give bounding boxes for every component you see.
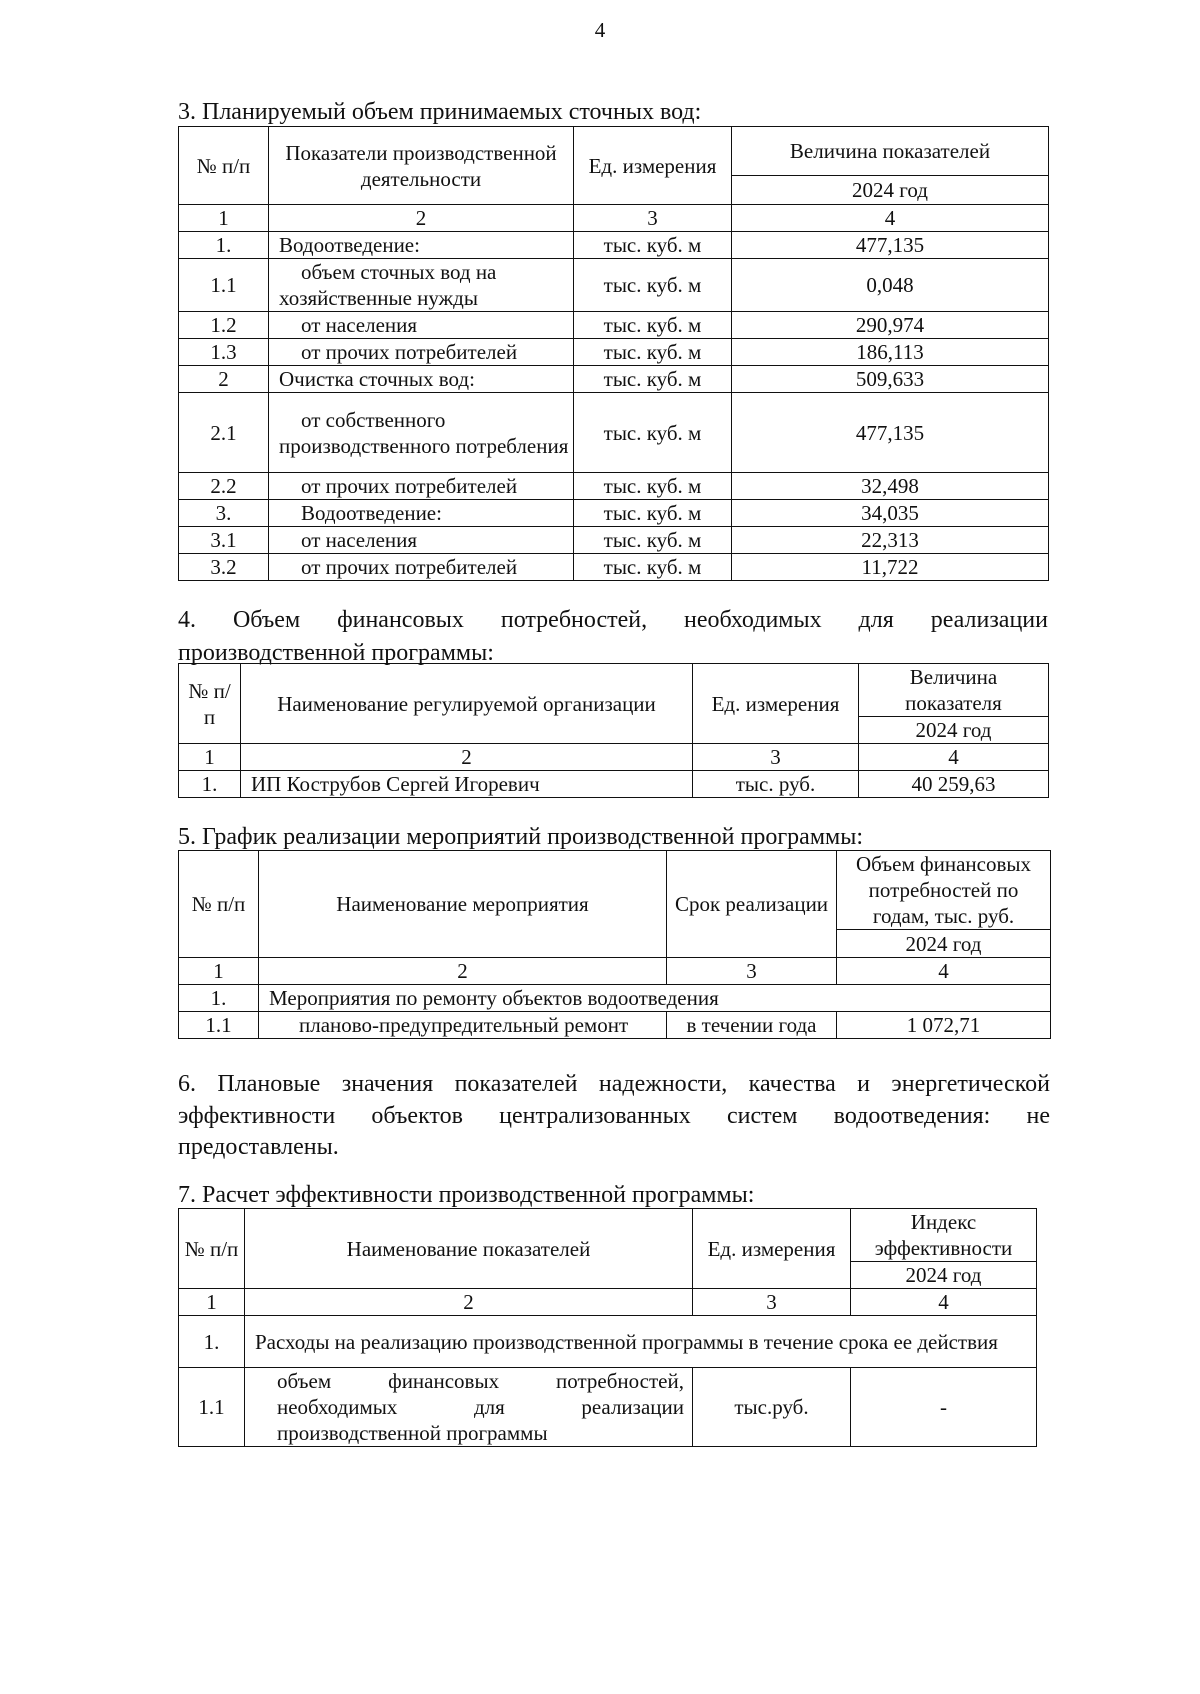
table-financial-needs [178,663,1049,798]
header-name: Наименование мероприятия [259,851,667,958]
row-num: 1.1 [179,1368,245,1447]
table-efficiency [178,1208,1037,1447]
header-unit: Ед. измерения [693,664,859,744]
row-name-line: производственной программы [277,1421,548,1445]
table-row [179,985,1051,1012]
row-term: в течении года [667,1012,837,1039]
row-num: 1.2 [179,312,269,339]
row-unit: тыс. куб. м [574,473,732,500]
header-year: 2024 год [851,1262,1037,1289]
header-org: Наименование регулируемой организации [241,664,693,744]
header-num: № п/п [179,851,259,958]
section-4-title-line-2: производственной программы: [178,640,494,666]
col-number: 2 [269,205,574,232]
group-name: Расходы на реализацию производственной программы в течение срока ее действия [245,1316,1037,1368]
row-value: 477,135 [732,393,1049,473]
row-name: от прочих потребителей [269,339,574,366]
row-name: от населения [269,312,574,339]
section-6-line-3: предоставлены. [178,1134,339,1160]
row-unit: тыс. куб. м [574,312,732,339]
col-number: 1 [179,205,269,232]
table-row [179,1316,1037,1368]
header-year: 2024 год [837,930,1051,958]
row-num: 2 [179,366,269,393]
row-unit: тыс.руб. [693,1368,851,1447]
table-row [179,312,1049,339]
row-value: - [851,1368,1037,1447]
row-value: 0,048 [732,259,1049,312]
section-7-title: 7. Расчет эффективности производственной программы: [178,1182,755,1208]
row-unit: тыс. куб. м [574,232,732,259]
row-value: 22,313 [732,527,1049,554]
section-6-line-2: эффективности объектов централизованных систем водоотведения: не [178,1103,1050,1129]
col-number: 4 [732,205,1049,232]
row-num: 3.2 [179,554,269,581]
row-value: 32,498 [732,473,1049,500]
row-name: от прочих потребителей [269,554,574,581]
header-year: 2024 год [732,176,1049,205]
row-num: 1.3 [179,339,269,366]
table-row [179,771,1049,798]
row-name: от населения [269,527,574,554]
header-num: № п/п [179,127,269,205]
col-number: 4 [851,1289,1037,1316]
row-value: 477,135 [732,232,1049,259]
header-term: Срок реализации [667,851,837,958]
row-name: от собственного производственного потребления [269,393,574,473]
header-value: Величина показателей [732,127,1049,176]
row-unit: тыс. куб. м [574,339,732,366]
section-5-title: 5. График реализации мероприятий производственной программы: [178,824,863,850]
header-value: Объем финансовых потребностей по годам, тыс. руб. [837,851,1051,930]
row-unit: тыс. куб. м [574,527,732,554]
row-value: 1 072,71 [837,1012,1051,1039]
table-row [179,1368,1037,1447]
table-row [179,259,1049,312]
row-num: 1.1 [179,259,269,312]
col-number: 1 [179,958,259,985]
row-value: 11,722 [732,554,1049,581]
row-value: 34,035 [732,500,1049,527]
row-num: 1. [179,232,269,259]
table-row [179,554,1049,581]
table-row [179,339,1049,366]
table-row [179,366,1049,393]
row-unit: тыс. куб. м [574,259,732,312]
header-num: № п/п [179,1209,245,1289]
table-row [179,527,1049,554]
row-num: 2.1 [179,393,269,473]
row-unit: тыс. куб. м [574,366,732,393]
row-name [245,1368,693,1447]
row-unit: тыс. руб. [693,771,859,798]
header-value: Индекс эффективности [851,1209,1037,1262]
row-unit: тыс. куб. м [574,554,732,581]
table-row [179,393,1049,473]
row-name: ИП Кострубов Сергей Игоревич [241,771,693,798]
row-name: Водоотведение: [269,232,574,259]
row-num: 3. [179,500,269,527]
header-num: № п/п [179,664,241,744]
col-number: 2 [245,1289,693,1316]
group-name: Мероприятия по ремонту объектов водоотведения [259,985,1051,1012]
row-name-line: необходимых для реализации [277,1395,684,1419]
row-value: 40 259,63 [859,771,1049,798]
header-value: Величина показателя [859,664,1049,717]
table-schedule [178,850,1051,1039]
col-number: 3 [667,958,837,985]
row-value: 290,974 [732,312,1049,339]
header-year: 2024 год [859,717,1049,744]
row-name: Водоотведение: [269,500,574,527]
table-row [179,1012,1051,1039]
row-value: 509,633 [732,366,1049,393]
row-unit: тыс. куб. м [574,393,732,473]
table-row [179,500,1049,527]
col-number: 1 [179,1289,245,1316]
row-num: 2.2 [179,473,269,500]
row-name-line: объем финансовых потребностей, [277,1369,684,1393]
section-4-title-line-1: 4. Объем финансовых потребностей, необходимых для реализации [178,607,1048,633]
table-row [179,473,1049,500]
section-6-line-1: 6. Плановые значения показателей надежности, качества и энергетической [178,1071,1050,1097]
row-num: 1. [179,1316,245,1368]
row-name: Очистка сточных вод: [269,366,574,393]
col-number: 3 [693,744,859,771]
row-name: объем сточных вод на хозяйственные нужды [269,259,574,312]
table-row [179,232,1049,259]
row-value: 186,113 [732,339,1049,366]
table-wastewater-volume [178,126,1049,581]
col-number: 2 [259,958,667,985]
col-number: 3 [693,1289,851,1316]
row-num: 1.1 [179,1012,259,1039]
section-3-title: 3. Планируемый объем принимаемых сточных вод: [178,99,702,125]
row-num: 3.1 [179,527,269,554]
row-name: планово-предупредительный ремонт [259,1012,667,1039]
col-number: 3 [574,205,732,232]
row-num: 1. [179,985,259,1012]
row-unit: тыс. куб. м [574,500,732,527]
col-number: 2 [241,744,693,771]
header-unit: Ед. измерения [693,1209,851,1289]
header-unit: Ед. измерения [574,127,732,205]
col-number: 1 [179,744,241,771]
header-indicator: Показатели производственной деятельности [269,127,574,205]
header-name: Наименование показателей [245,1209,693,1289]
page-number: 4 [594,18,606,42]
row-num: 1. [179,771,241,798]
col-number: 4 [859,744,1049,771]
row-name: от прочих потребителей [269,473,574,500]
col-number: 4 [837,958,1051,985]
